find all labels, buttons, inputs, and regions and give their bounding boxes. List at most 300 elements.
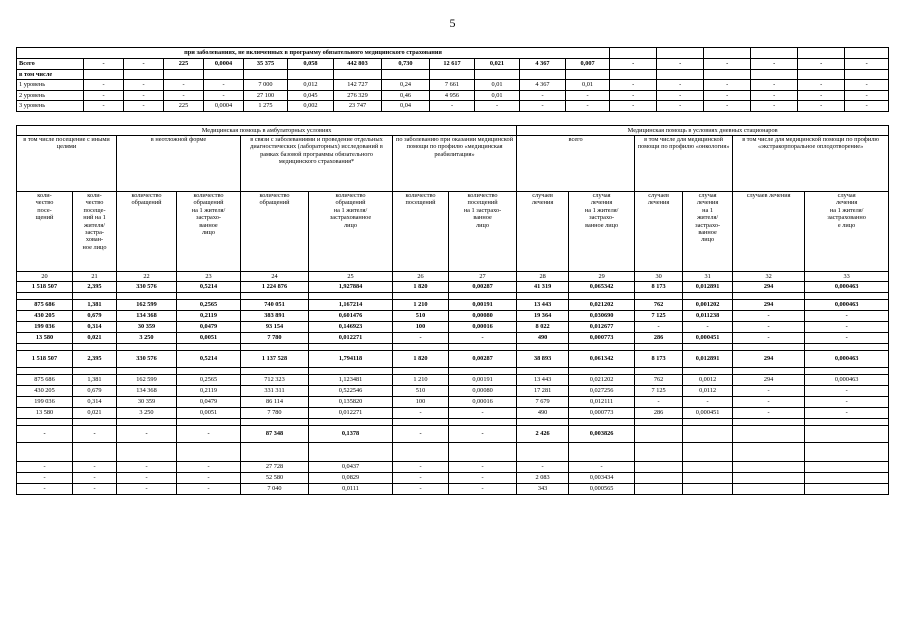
column-number: 26	[393, 272, 449, 282]
column-number: 21	[73, 272, 117, 282]
row-label: 3 уровень	[17, 101, 84, 112]
table-cell: 0,000463	[805, 351, 889, 368]
table-cell	[520, 69, 566, 80]
table-cell	[805, 462, 889, 473]
table-cell: -	[177, 462, 241, 473]
table-cell: -	[733, 408, 805, 419]
table-cell: -	[733, 311, 805, 322]
table-cell: 294	[733, 300, 805, 311]
table-cell: -	[73, 484, 117, 495]
table-cell: -	[704, 101, 751, 112]
table-cell: 0,0111	[309, 484, 393, 495]
table-cell: -	[805, 386, 889, 397]
table-cell: 0,0051	[177, 333, 241, 344]
table-cell: 0,021	[475, 59, 520, 70]
table-cell	[517, 419, 569, 426]
table-cell: 0,0051	[177, 408, 241, 419]
table-cell	[117, 293, 177, 300]
table-cell: -	[657, 90, 704, 101]
table-cell	[610, 69, 657, 80]
table-cell	[683, 473, 733, 484]
table-cell	[569, 344, 635, 351]
table-cell: 0,0012	[683, 375, 733, 386]
table-cell: -	[449, 426, 517, 443]
column-number: 24	[241, 272, 309, 282]
column-number: 22	[117, 272, 177, 282]
table-cell	[635, 368, 683, 375]
table-cell	[73, 368, 117, 375]
table-cell: -	[733, 322, 805, 333]
table-cell	[805, 344, 889, 351]
table-cell: 162 599	[117, 300, 177, 311]
table-cell: 0,00287	[449, 351, 517, 368]
table-cell: -	[17, 484, 73, 495]
table-cell	[309, 368, 393, 375]
table-cell: 7 000	[244, 80, 288, 91]
table-cell: -	[751, 80, 798, 91]
table-cell	[288, 69, 334, 80]
table-cell: -	[449, 473, 517, 484]
table-cell	[805, 426, 889, 443]
table-cell: -	[449, 333, 517, 344]
group-header: в неотложной форме	[117, 136, 241, 192]
top-table-row	[17, 90, 889, 101]
table-cell: -	[798, 90, 845, 101]
table-cell: 0,045	[288, 90, 334, 101]
table-cell: 2 083	[517, 473, 569, 484]
row-label: 1 уровень	[17, 80, 84, 91]
table-cell	[449, 368, 517, 375]
table-cell	[635, 462, 683, 473]
table-cell: 2,395	[73, 351, 117, 368]
table-cell: -	[124, 101, 164, 112]
table-cell: 762	[635, 300, 683, 311]
table-cell: 0,0479	[177, 397, 241, 408]
table-cell: 27 100	[244, 90, 288, 101]
group-header: по заболеванию при оказании медицинской помощи по профилю «медицинская реабилитация»	[393, 136, 517, 192]
column-header: коли- чество посе- щений	[17, 192, 73, 272]
table-cell	[177, 368, 241, 375]
table-cell: 286	[635, 408, 683, 419]
table-cell: 162 599	[117, 375, 177, 386]
table-cell: 0,2119	[177, 311, 241, 322]
column-header: случая лечения на 1 жителя/ застрахо- ванное лицо	[569, 192, 635, 272]
table-cell: -	[610, 59, 657, 70]
column-header: количество обращений	[117, 192, 177, 272]
table-cell	[805, 419, 889, 426]
table-cell: -	[177, 473, 241, 484]
table-cell	[382, 69, 430, 80]
column-header: количество обращений на 1 жителя/ застрахованное лицо	[309, 192, 393, 272]
table-cell: 0,003826	[569, 426, 635, 443]
table-cell: 330 576	[117, 351, 177, 368]
table-cell: 0,2119	[177, 386, 241, 397]
table-cell: -	[845, 59, 889, 70]
table-cell: 0,000773	[569, 408, 635, 419]
top-table-title: при заболеваниях, не включенных в программу обязательного медицинского страхования	[17, 48, 610, 59]
table-cell	[117, 344, 177, 351]
column-header: количество посещений	[393, 192, 449, 272]
table-cell: 8 173	[635, 351, 683, 368]
table-cell	[805, 368, 889, 375]
table-cell: 19 364	[517, 311, 569, 322]
table-cell: 225	[164, 101, 204, 112]
table-cell: 41 319	[517, 282, 569, 293]
table-cell: -	[17, 462, 73, 473]
table-cell: -	[73, 426, 117, 443]
table-cell: 0,001202	[683, 300, 733, 311]
table-cell: 0,012111	[569, 397, 635, 408]
table-cell	[17, 419, 73, 426]
table-cell: -	[704, 59, 751, 70]
table-cell: 0,021	[73, 333, 117, 344]
group-header: в том числе посещение с иными целями	[17, 136, 117, 192]
table-cell: 0,2565	[177, 300, 241, 311]
row-label: Всего	[17, 59, 84, 70]
table-cell	[17, 443, 73, 462]
table-cell: -	[124, 80, 164, 91]
table-cell: 0,021202	[569, 375, 635, 386]
table-cell: 0,135820	[309, 397, 393, 408]
table-cell	[635, 426, 683, 443]
table-row	[17, 333, 889, 344]
table-cell	[635, 484, 683, 495]
table-cell: 294	[733, 282, 805, 293]
column-header: коли- чество посеще- ний на 1 жителя/ застра- хован- ное лицо	[73, 192, 117, 272]
table-cell	[17, 344, 73, 351]
table-cell: -	[124, 90, 164, 101]
table-cell: -	[164, 90, 204, 101]
table-cell: 1 518 507	[17, 282, 73, 293]
table-row	[17, 443, 889, 462]
table-cell: 3 250	[117, 333, 177, 344]
spacer-row	[17, 368, 889, 375]
table-row	[17, 484, 889, 495]
table-cell: -	[177, 426, 241, 443]
table-cell: 7 661	[430, 80, 475, 91]
table-row	[17, 300, 889, 311]
table-cell: 87 348	[241, 426, 309, 443]
table-cell	[683, 462, 733, 473]
table-row	[17, 351, 889, 368]
table-cell: 0,061342	[569, 351, 635, 368]
table-row	[17, 426, 889, 443]
table-row	[17, 282, 889, 293]
top-table-row	[17, 59, 889, 70]
top-table-row	[17, 80, 889, 91]
table-cell	[177, 443, 241, 462]
table-cell: -	[751, 101, 798, 112]
table-cell: -	[430, 101, 475, 112]
table-cell	[683, 426, 733, 443]
table-cell: 199 036	[17, 322, 73, 333]
table-cell: 0,002	[288, 101, 334, 112]
table-cell: 0,5214	[177, 282, 241, 293]
column-number: 20	[17, 272, 73, 282]
table-cell: 0,000463	[805, 300, 889, 311]
table-cell: 4 367	[520, 59, 566, 70]
table-cell	[117, 443, 177, 462]
table-cell: 0,1378	[309, 426, 393, 443]
table-cell: -	[449, 462, 517, 473]
table-cell: -	[520, 101, 566, 112]
table-cell	[683, 419, 733, 426]
table-cell: 0,012271	[309, 408, 393, 419]
table-cell: 0,04	[382, 101, 430, 112]
table-cell: 23 747	[334, 101, 382, 112]
column-header: случаев лечения	[733, 192, 805, 272]
table-cell	[569, 293, 635, 300]
table-cell: -	[73, 462, 117, 473]
table-cell: -	[204, 90, 244, 101]
top-table-row	[17, 101, 889, 112]
table-cell: 875 686	[17, 375, 73, 386]
table-cell: 7 040	[241, 484, 309, 495]
table-row	[17, 397, 889, 408]
table-cell	[309, 344, 393, 351]
table-cell: 0,01	[475, 80, 520, 91]
column-number: 25	[309, 272, 393, 282]
table-cell: 0,030690	[569, 311, 635, 322]
table-cell	[733, 473, 805, 484]
table-cell	[393, 368, 449, 375]
table-cell	[177, 344, 241, 351]
table-cell: -	[117, 484, 177, 495]
table-cell: -	[124, 59, 164, 70]
table-cell: 1,123481	[309, 375, 393, 386]
table-cell	[635, 419, 683, 426]
table-cell: 1 275	[244, 101, 288, 112]
table-cell: 294	[733, 375, 805, 386]
table-cell: 8 173	[635, 282, 683, 293]
table-cell	[805, 293, 889, 300]
spacer-row	[17, 293, 889, 300]
table-cell: 0,01	[566, 80, 610, 91]
table-cell: 7 679	[517, 397, 569, 408]
table-cell: -	[751, 90, 798, 101]
table-cell	[241, 293, 309, 300]
table-cell: 4 956	[430, 90, 475, 101]
table-cell	[449, 344, 517, 351]
top-table-row	[17, 69, 889, 80]
table-cell: 0,0112	[683, 386, 733, 397]
table-cell	[733, 419, 805, 426]
table-cell: -	[517, 462, 569, 473]
table-cell: -	[805, 311, 889, 322]
table-cell: 1 820	[393, 282, 449, 293]
table-cell	[73, 344, 117, 351]
table-cell: -	[704, 80, 751, 91]
table-cell	[845, 69, 889, 80]
table-cell: 0,00016	[449, 397, 517, 408]
table-cell: -	[569, 462, 635, 473]
table-cell: -	[393, 473, 449, 484]
table-cell	[449, 419, 517, 426]
column-header: количество обращений	[241, 192, 309, 272]
table-cell	[244, 69, 288, 80]
table-cell	[635, 344, 683, 351]
spacer-row	[17, 344, 889, 351]
table-cell: -	[17, 426, 73, 443]
table-cell: 0,00080	[449, 386, 517, 397]
table-cell: -	[805, 333, 889, 344]
table-cell	[683, 368, 733, 375]
table-cell	[393, 419, 449, 426]
table-cell: -	[704, 90, 751, 101]
table-cell: 0,679	[73, 386, 117, 397]
table-cell: 1 518 507	[17, 351, 73, 368]
table-cell: -	[84, 101, 124, 112]
table-row	[17, 322, 889, 333]
group-header: всего	[517, 136, 635, 192]
table-cell: 490	[517, 408, 569, 419]
table-cell	[241, 344, 309, 351]
table-cell: 38 893	[517, 351, 569, 368]
table-cell: -	[475, 101, 520, 112]
table-cell	[569, 419, 635, 426]
table-cell: 12 617	[430, 59, 475, 70]
table-cell	[805, 443, 889, 462]
table-cell	[449, 443, 517, 462]
table-cell: -	[733, 397, 805, 408]
table-cell: 276 329	[334, 90, 382, 101]
table-cell: 17 281	[517, 386, 569, 397]
table-cell: -	[733, 386, 805, 397]
table-cell	[569, 368, 635, 375]
table-cell	[334, 69, 382, 80]
table-cell: 0,00287	[449, 282, 517, 293]
table-cell: 0,000451	[683, 408, 733, 419]
table-cell: 7 780	[241, 333, 309, 344]
table-cell: -	[204, 80, 244, 91]
table-cell: 1 224 876	[241, 282, 309, 293]
main-table	[16, 125, 889, 495]
table-cell	[17, 293, 73, 300]
table-cell: 0,46	[382, 90, 430, 101]
table-cell: 0,00191	[449, 375, 517, 386]
table-cell: 27 728	[241, 462, 309, 473]
table-cell	[733, 293, 805, 300]
table-cell	[241, 419, 309, 426]
table-cell: -	[683, 397, 733, 408]
table-cell	[73, 293, 117, 300]
table-cell: 0,012891	[683, 351, 733, 368]
table-cell: 13 443	[517, 300, 569, 311]
table-cell: 1,381	[73, 300, 117, 311]
table-cell: 0,021	[73, 408, 117, 419]
column-header: случаев лечения	[517, 192, 569, 272]
table-cell: 762	[635, 375, 683, 386]
table-cell: 4 367	[520, 80, 566, 91]
table-cell: 35 375	[244, 59, 288, 70]
table-cell: 0,007	[566, 59, 610, 70]
table-cell: -	[798, 59, 845, 70]
table-cell: 134 368	[117, 386, 177, 397]
table-cell	[657, 69, 704, 80]
table-cell	[177, 419, 241, 426]
table-cell: 490	[517, 333, 569, 344]
table-cell: 52 580	[241, 473, 309, 484]
table-cell	[309, 419, 393, 426]
column-number: 32	[733, 272, 805, 282]
table-cell: 0,0004	[204, 101, 244, 112]
table-cell	[635, 473, 683, 484]
table-cell: 0,24	[382, 80, 430, 91]
table-cell: 0,000451	[683, 333, 733, 344]
table-cell: 0,00191	[449, 300, 517, 311]
table-cell	[430, 69, 475, 80]
table-cell: 331 311	[241, 386, 309, 397]
table-cell: 13 580	[17, 408, 73, 419]
table-row	[17, 386, 889, 397]
table-cell: 0,601476	[309, 311, 393, 322]
column-number: 29	[569, 272, 635, 282]
table-cell: 0,00080	[449, 311, 517, 322]
table-cell	[117, 368, 177, 375]
table-cell: -	[657, 80, 704, 91]
page-number: 5	[449, 16, 456, 30]
table-cell	[241, 368, 309, 375]
table-cell: 286	[635, 333, 683, 344]
table-cell: -	[117, 426, 177, 443]
table-cell: -	[733, 333, 805, 344]
table-cell: 0,003434	[569, 473, 635, 484]
table-cell	[124, 69, 164, 80]
table-cell: 0,522546	[309, 386, 393, 397]
table-cell: 0,058	[288, 59, 334, 70]
section-day-hospital: Медицинская помощь в условиях дневных стационаров	[517, 126, 889, 136]
table-cell	[73, 443, 117, 462]
column-header: количество обращений на 1 жителя/ застрахо- ванное лицо	[177, 192, 241, 272]
table-cell	[517, 368, 569, 375]
table-cell	[733, 443, 805, 462]
table-cell: 13 443	[517, 375, 569, 386]
table-cell	[733, 344, 805, 351]
table-cell: -	[177, 484, 241, 495]
table-row	[17, 462, 889, 473]
table-cell: 0,2565	[177, 375, 241, 386]
table-cell: 86 114	[241, 397, 309, 408]
column-number: 28	[517, 272, 569, 282]
table-cell: 0,012677	[569, 322, 635, 333]
table-cell: 7 780	[241, 408, 309, 419]
table-cell	[73, 419, 117, 426]
table-cell	[449, 293, 517, 300]
table-cell	[733, 368, 805, 375]
table-cell: -	[751, 59, 798, 70]
table-cell: -	[84, 80, 124, 91]
column-header: количество посещений на 1 застрахо- ванное лицо	[449, 192, 517, 272]
table-cell: 100	[393, 397, 449, 408]
table-cell: 30 359	[117, 322, 177, 333]
table-cell: -	[84, 59, 124, 70]
table-cell	[117, 419, 177, 426]
table-row	[17, 375, 889, 386]
table-cell	[751, 69, 798, 80]
table-cell: 13 580	[17, 333, 73, 344]
table-cell: 7 125	[635, 386, 683, 397]
table-cell: 0,000463	[805, 375, 889, 386]
table-cell	[517, 443, 569, 462]
table-cell: -	[657, 59, 704, 70]
table-cell: -	[164, 80, 204, 91]
table-cell: 0,011238	[683, 311, 733, 322]
table-cell: 0,012271	[309, 333, 393, 344]
table-cell: -	[805, 397, 889, 408]
table-cell: -	[117, 473, 177, 484]
table-cell: 0,021202	[569, 300, 635, 311]
table-cell: -	[449, 408, 517, 419]
